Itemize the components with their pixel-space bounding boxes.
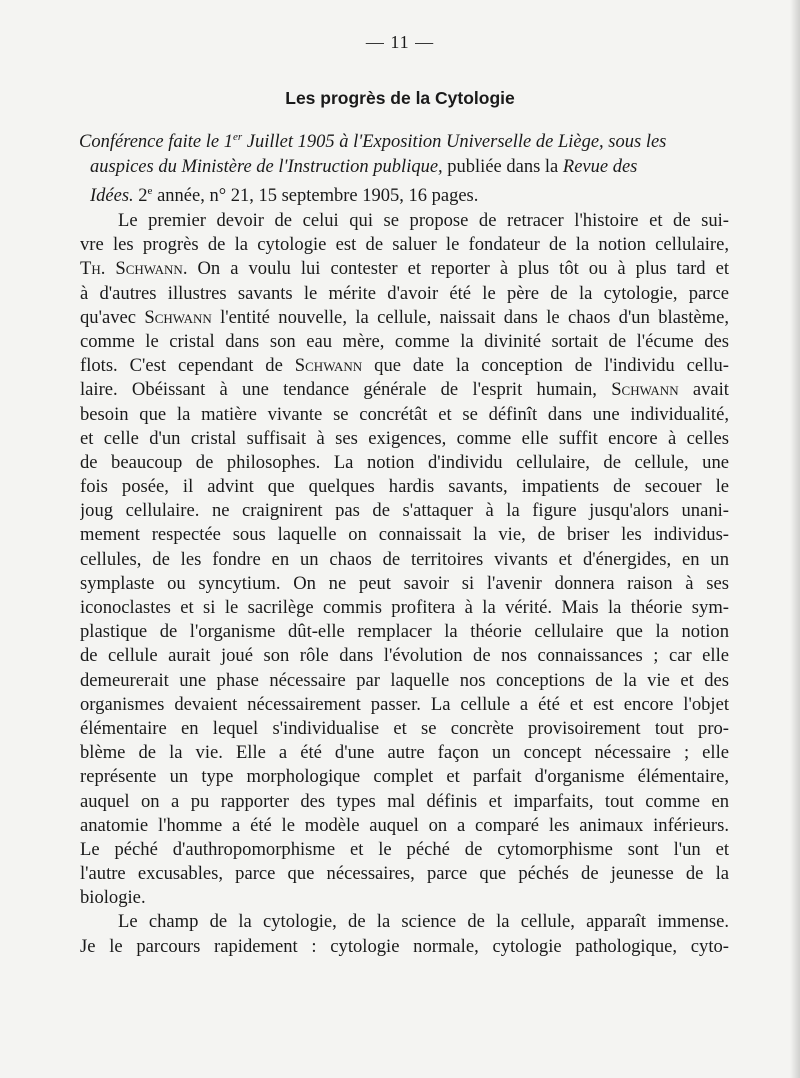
text-line: élémentaire en lequel s'individualise et se concrète provisoirement tout pro-: [80, 717, 729, 739]
text-line: représente un type morphologique complet et parfait d'organisme élémentaire,: [80, 766, 729, 788]
text-line: vre les progrès de la cytologie est de saluer le fondateur de la notion cellulaire,: [80, 234, 729, 256]
text-line: biologie.: [80, 887, 146, 909]
note-text: année, n° 21, 15 septembre 1905, 16 pages.: [152, 186, 479, 207]
text-line: plastique de l'organisme dût-elle remplacer la théorie cellulaire que la notion: [80, 621, 729, 643]
text-line: demeurerait une phase nécessaire par laquelle nos conceptions de la vie et des: [80, 669, 729, 691]
text-line: joug cellulaire. ne craignirent pas de s'attaquer à la figure jusqu'alors unani-: [80, 500, 729, 522]
text-line: flots. C'est cependant de Schwann que date la conception de l'individu cellu-: [80, 355, 729, 377]
text-line: l'autre excusables, parce que nécessaires, parce que péchés de jeunesse de la: [80, 863, 729, 885]
note-line: [79, 179, 727, 209]
paragraph: [80, 209, 729, 910]
note-text: Juillet 1905 à l'Exposition Universelle de Liège, sous les: [242, 132, 667, 153]
text-line: fois posée, il advint que quelques hardis savants, impatients de secouer le: [80, 476, 729, 498]
text-line: symplaste ou syncytium. On ne peut savoir si l'avenir donnera raison à ses: [80, 572, 729, 594]
text-line: Je le parcours rapidement : cytologie normale, cytologie pathologique, cyto-: [80, 935, 729, 957]
note-text: publiée dans la: [442, 156, 563, 177]
text-line: iconoclastes et si le sacrilège commis profitera à la vérité. Mais la théorie sym-: [80, 597, 729, 618]
bibliographic-note: [79, 125, 727, 209]
text-line: à d'autres illustres savants le mérite d'avoir été le père de la cytologie, parce: [80, 282, 729, 304]
note-text: auspices du Ministère de l'Instruction publique,: [90, 156, 443, 177]
note-text: 2: [133, 186, 148, 207]
page-number: — 11 —: [365, 32, 435, 52]
note-sup: e: [147, 185, 153, 198]
note-text: Revue des: [562, 156, 638, 177]
text-line: comme le cristal dans son eau mère, comme la divinité sortait de l'écume des: [80, 330, 729, 352]
text-line: qu'avec Schwann l'entité nouvelle, la cellule, naissait dans le chaos d'un blastème,: [80, 306, 729, 328]
note-line: [79, 125, 727, 155]
text-line: Le champ de la cytologie, de la science de la cellule, apparaît immense.: [118, 911, 729, 933]
text-line: Le péché d'authropomorphisme et le péché de cytomorphisme sont l'un et: [80, 838, 729, 860]
note-text: Idées.: [90, 186, 134, 207]
body-text: [80, 209, 729, 959]
text-line: laire. Obéissant à une tendance générale de l'esprit humain, Schwann avait: [80, 379, 729, 401]
note-text: Conférence faite le 1: [79, 132, 233, 153]
section-title: Les progrès de la Cytologie: [285, 88, 515, 108]
text-line: besoin que la matière vivante se concrétât et se définît dans une individualité,: [80, 403, 729, 425]
text-line: Le premier devoir de celui qui se propose de retracer l'histoire et de sui-: [118, 210, 729, 231]
text-line: blème de la vie. Elle a été d'une autre façon un concept nécessaire ; elle: [80, 742, 729, 764]
text-line: cellules, de les fondre en un chaos de territoires vivants et d'énergides, en un: [80, 548, 729, 570]
text-line: organismes devaient nécessairement passer. La cellule a été et est encore l'objet: [80, 693, 729, 715]
text-line: Th. Schwann. On a voulu lui contester et reporter à plus tôt ou à plus tard et: [80, 258, 729, 280]
text-line: mement respectée sous laquelle on connaissait la vie, de briser les individus-: [80, 524, 729, 546]
text-line: de cellule aurait joué son rôle dans l'évolution de nos connaissances ; car elle: [80, 645, 729, 667]
page-edge-shadow: [790, 0, 800, 1078]
text-line: et celle d'un cristal suffisait à ses exigences, comme elle suffit encore à celles: [80, 427, 729, 449]
text-line: de beaucoup de philosophes. La notion d'individu cellulaire, de cellule, une: [80, 451, 729, 473]
paragraph: [80, 910, 729, 958]
text-line: anatomie l'homme a été le modèle auquel on a comparé les animaux inférieurs.: [80, 814, 729, 836]
text-line: auquel on a pu rapporter des types mal définis et imparfaits, tout comme en: [80, 790, 729, 812]
note-line: [79, 155, 727, 180]
note-sup: er: [232, 131, 243, 143]
